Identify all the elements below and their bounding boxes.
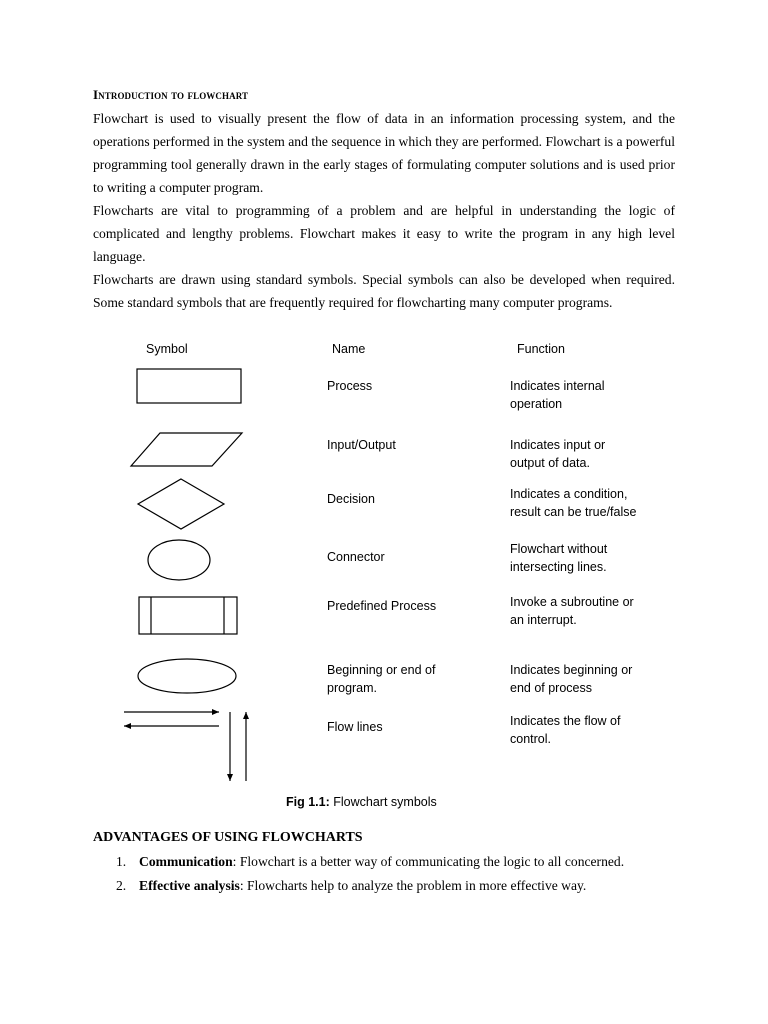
list-item-number: 2. [116,878,127,893]
symbol-function-flow-lines: Indicates the flow of control. [510,714,621,746]
symbol-name-input-output: Input/Output [327,438,396,452]
symbol-function-predefined-process: Invoke a subroutine or an interrupt. [510,595,634,627]
paragraph-symbols: Flowcharts are drawn using standard symbols. Special symbols can also be developed when required. Some standard symbols that are frequently required for flowcharting many computer programs. [93,272,675,310]
symbol-function-terminal: Indicates beginning or end of process [510,663,633,695]
list-item-term: Effective analysis [139,878,240,893]
ellipse-icon [138,659,236,693]
symbol-function-decision: Indicates a condition, result can be true/false [510,487,637,519]
paragraph-importance: Flowcharts are vital to programming of a problem and are helpful in understanding the logic of complicated and lengthy problems. Flowchart makes it easy to write the program in any high level language. [93,203,675,264]
list-item-term: Communication [139,854,233,869]
list-item [116,852,624,872]
column-header-name: Name [332,342,366,356]
figure-caption [286,795,437,809]
flow-arrows-icon [124,712,246,781]
symbol-name-predefined-process: Predefined Process [327,599,437,613]
symbol-function-process: Indicates internal operation [510,379,605,411]
symbol-name-connector: Connector [327,550,385,564]
symbol-name-decision: Decision [327,492,375,506]
paragraph-intro: Flowchart is used to visually present the flow of data in an information processing system, and the operations performed in the system and the sequence in which they are performed. Flowchart is a powerful programming tool generally drawn in the early stages of formulating computer solutions and is used prior to writing a computer program. [93,111,675,195]
diamond-icon [138,479,224,529]
figure-label: Fig 1.1: [286,795,330,809]
parallelogram-icon [131,433,242,466]
predefined-process-icon [139,597,237,634]
symbol-name-flow-lines: Flow lines [327,720,383,734]
list-item-number: 1. [116,854,127,869]
circle-icon [148,540,210,580]
column-header-function: Function [517,342,565,356]
figure-caption-text: Flowchart symbols [333,795,437,809]
document-title: Introduction to flowchart [93,87,249,102]
list-item-text: : Flowcharts help to analyze the problem in more effective way. [239,878,587,893]
symbol-function-input-output: Indicates input or output of data. [510,438,606,470]
list-item-text: : Flowchart is a better way of communicating the logic to all concerned. [232,854,625,869]
symbol-name-terminal: Beginning or end of program. [327,663,436,695]
rectangle-icon [137,369,241,403]
column-header-symbol: Symbol [146,342,188,356]
advantages-heading: ADVANTAGES OF USING FLOWCHARTS [93,830,363,845]
list-item [116,876,586,896]
symbol-name-process: Process [327,379,373,393]
symbol-function-connector: Flowchart without intersecting lines. [510,542,608,574]
